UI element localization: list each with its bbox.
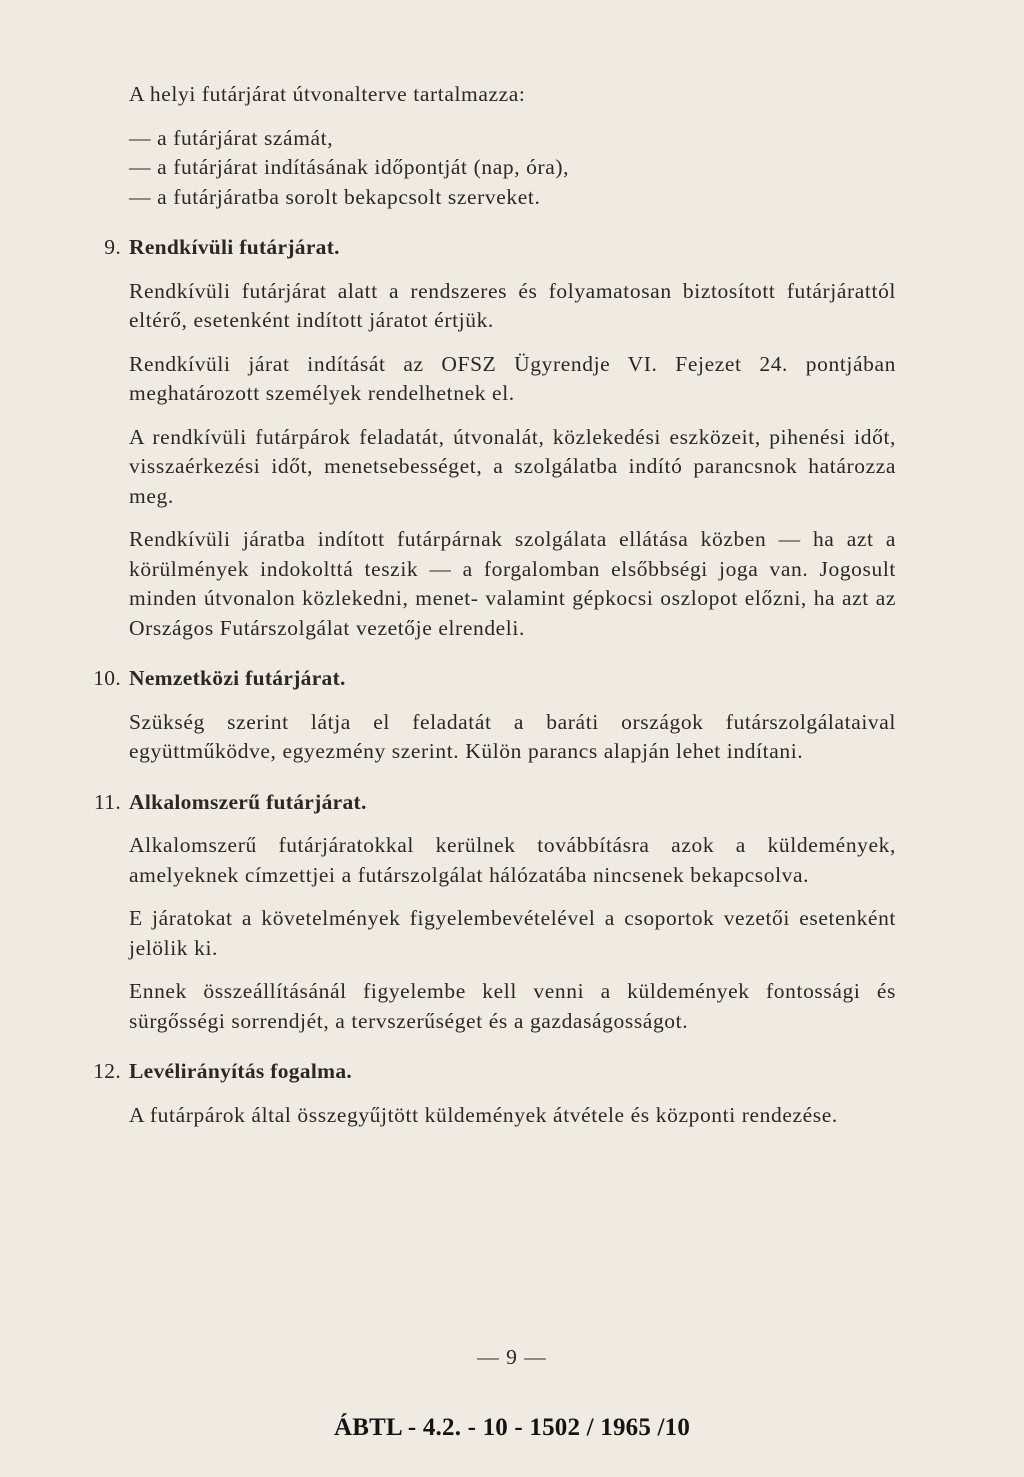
intro-lead: A helyi futárjárat útvonalterve tartalmazza: (129, 82, 526, 106)
section-number: 9. (104, 235, 121, 259)
paragraph: E járatokat a követelmények figyelembevételével a csoportok vezetői esetenként jelölik ki. (129, 906, 896, 960)
section-number: 11. (94, 789, 121, 814)
section-title: Levélirányítás fogalma. (129, 1059, 353, 1083)
section-title: Alkalomszerű futárjárat. (129, 789, 367, 814)
section-number: 12. (93, 1059, 121, 1083)
paragraph: Ennek összeállításánál figyelembe kell venni a küldemények fontossági és sürgősségi sorrendjét, a tervszerűséget és a gazdaságosságot. (129, 979, 896, 1033)
page-number: — 9 — (477, 1345, 547, 1369)
paragraph: A futárpárok által összegyűjtött küldemények átvétele és központi rendezése. (129, 1102, 838, 1127)
intro-item: — a futárjárat indításának időpontját (nap, óra), (129, 155, 570, 179)
paragraph: Alkalomszerű futárjáratokkal kerülnek továbbításra azok a küldemények, amelyeknek címzettjei a futárszolgálat hálózatába nincsenek bekapcsolva. (129, 833, 896, 887)
archive-reference: ÁBTL - 4.2. - 10 - 1502 / 1965 /10 (333, 1414, 691, 1441)
intro-item: — a futárjáratba sorolt bekapcsolt szerveket. (129, 184, 541, 209)
paragraph: Rendkívüli futárjárat alatt a rendszeres és folyamatosan biztosított futárjárattól eltérő, esetenként indított járatot értjük. (129, 278, 896, 332)
paragraph: A rendkívüli futárpárok feladatát, útvonalát, közlekedési eszközeit, pihenési időt, visszaérkezési időt, menetsebességet, a szolgálatba indító parancsnok határozza meg. (129, 424, 896, 508)
section-title: Rendkívüli futárjárat. (129, 235, 340, 259)
intro-item: — a futárjárat számát, (129, 125, 334, 150)
paragraph: Rendkívüli járat indítását az OFSZ Ügyrendje VI. Fejezet 24. pontjában meghatározott személyek rendelhetnek el. (129, 351, 896, 405)
section-heading (104, 233, 896, 263)
paragraph: Rendkívüli járatba indított futárpárnak szolgálata ellátása közben — ha azt a körülmények indokolttá teszik — a forgalomban elsőbbségi joga van. Jogosult minden útvonalon közlekedni, menet- valamint gépkocsi oszlopot előzni, ha azt az Országos Futárszolgálat vezetője elrendeli. (129, 527, 896, 640)
section-title: Nemzetközi futárjárat. (129, 666, 346, 690)
section-heading (93, 664, 896, 694)
section-number: 10. (93, 666, 121, 690)
document-body (93, 80, 896, 1130)
paragraph: Szükség szerint látja el feladatát a baráti országok futárszolgálataival együttműködve, egyezmény szerint. Külön parancs alapján lehet indítani. (129, 709, 896, 763)
section-heading (93, 1057, 896, 1087)
section-heading (94, 788, 896, 818)
